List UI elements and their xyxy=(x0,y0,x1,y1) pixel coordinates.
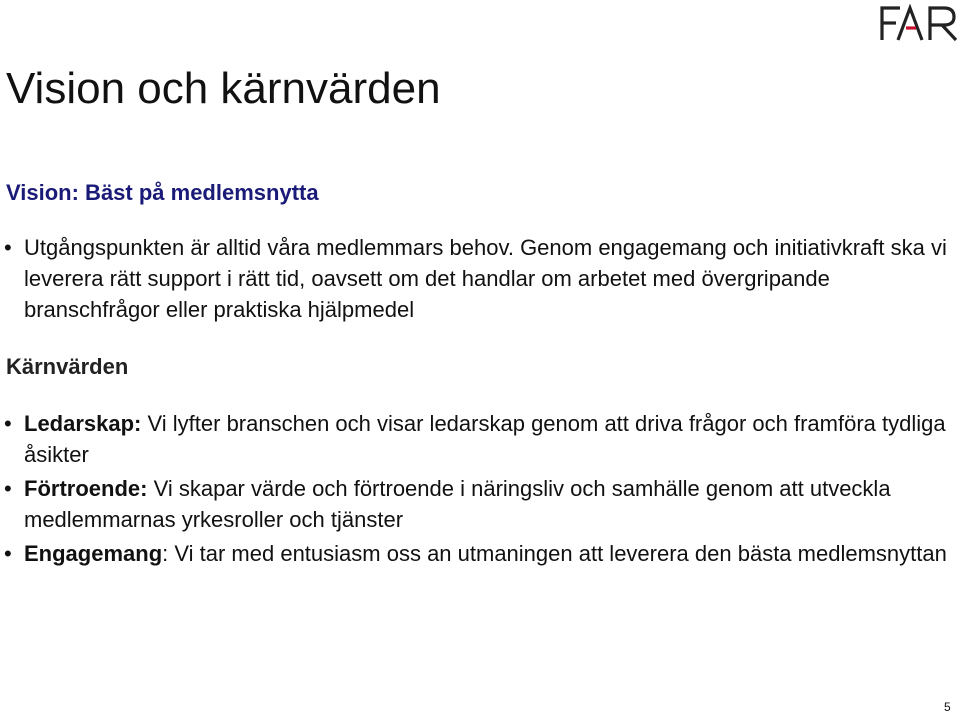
list-item xyxy=(0,538,950,569)
vision-bullet-list xyxy=(0,232,950,325)
value-description: Vi lyfter branschen och visar ledarskap genom att driva frågor och framföra tydliga åsikter xyxy=(24,411,946,467)
bullet-icon: • xyxy=(4,235,12,260)
bullet-icon: • xyxy=(4,476,12,501)
list-item xyxy=(0,473,950,535)
list-item xyxy=(0,232,950,325)
value-description: : Vi tar med entusiasm oss an utmaningen att leverera den bästa medlemsnyttan xyxy=(162,541,947,566)
value-term: Ledarskap: xyxy=(24,411,142,436)
value-term: Engagemang xyxy=(24,541,163,566)
list-item xyxy=(0,408,950,470)
values-bullet-list xyxy=(0,408,950,572)
bullet-icon: • xyxy=(4,411,12,436)
vision-heading: Vision: Bäst på medlemsnytta xyxy=(6,180,319,205)
value-description: Vi skapar värde och förtroende i näringsliv och samhälle genom att utveckla medlemmarnas yrkesroller och tjänster xyxy=(24,476,891,532)
value-term: Förtroende: xyxy=(24,476,148,501)
values-heading: Kärnvärden xyxy=(6,354,129,379)
slide-title: Vision och kärnvärden xyxy=(6,64,441,113)
bullet-text: Utgångspunkten är alltid våra medlemmars behov. Genom engagemang och initiativkraft ska vi leverera rätt support i rätt tid, oavsett om det handlar om arbetet med övergripande branschfrågor eller praktiska hjälpmedel xyxy=(24,235,947,322)
page-number: 5 xyxy=(944,700,951,714)
bullet-icon: • xyxy=(4,541,12,566)
far-logo-icon xyxy=(876,2,960,44)
